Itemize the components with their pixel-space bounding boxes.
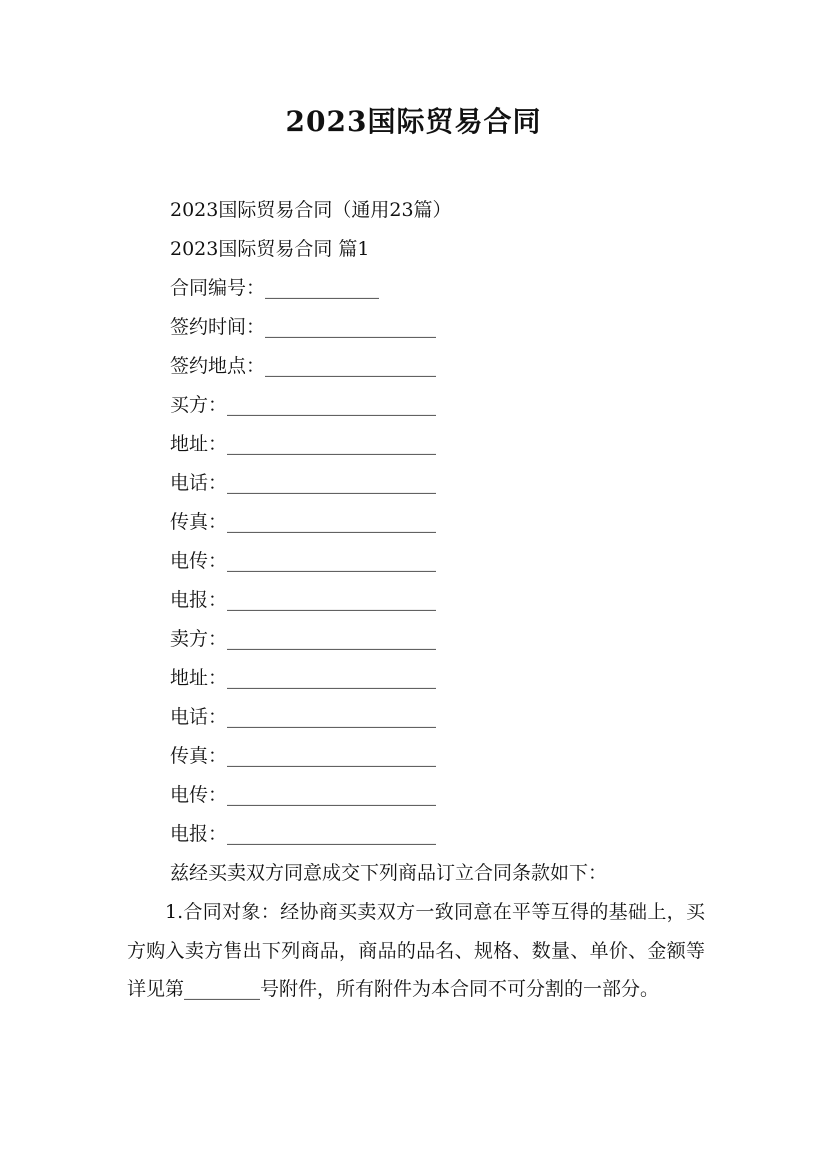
field-buyer: 买方：______________________ bbox=[170, 394, 437, 416]
field-seller-phone: 电话：______________________ bbox=[170, 706, 437, 728]
field-buyer-telex: 电传：______________________ bbox=[170, 550, 437, 572]
field-buyer-telegram: 电报：______________________ bbox=[170, 589, 437, 611]
field-signing-time: 签约时间：__________________ bbox=[170, 316, 437, 338]
field-seller-telegram: 电报：______________________ bbox=[170, 823, 437, 845]
document-subtitle: 2023国际贸易合同（通用23篇） bbox=[170, 199, 452, 221]
field-seller: 卖方：______________________ bbox=[170, 628, 437, 650]
document-title: 2023国际贸易合同 bbox=[285, 105, 542, 138]
field-buyer-address: 地址：______________________ bbox=[170, 433, 437, 455]
field-seller-fax: 传真：______________________ bbox=[170, 745, 437, 767]
field-seller-telex: 电传：______________________ bbox=[170, 784, 437, 806]
field-buyer-fax: 传真：______________________ bbox=[170, 511, 437, 533]
field-contract-number: 合同编号：____________ bbox=[170, 277, 380, 299]
field-buyer-phone: 电话：______________________ bbox=[170, 472, 437, 494]
clause-1-paragraph: 1.合同对象：经协商买卖双方一致同意在平等互得的基础上，买方购入卖方售出下列商品，商品的品名、规格、数量、单价、金额等详见第________号附件，所有附件为本合同不可分割的一部分。 bbox=[127, 901, 705, 1000]
intro-paragraph: 兹经买卖双方同意成交下列商品订立合同条款如下： bbox=[170, 862, 608, 884]
field-signing-place: 签约地点：__________________ bbox=[170, 355, 437, 377]
field-seller-address: 地址：______________________ bbox=[170, 667, 437, 689]
section-heading: 2023国际贸易合同 篇1 bbox=[170, 238, 370, 260]
